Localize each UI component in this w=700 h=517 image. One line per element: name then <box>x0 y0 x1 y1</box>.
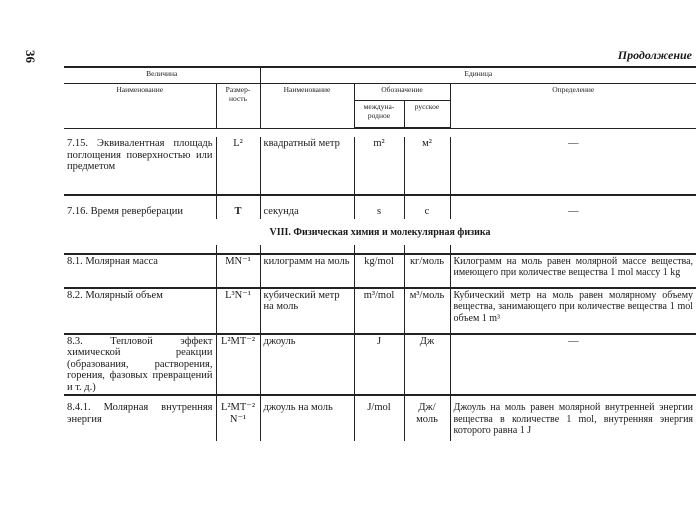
definition: — <box>450 334 696 396</box>
unit-name: кубический метр на моль <box>260 288 354 334</box>
table-row <box>64 334 696 396</box>
russian-symbol: Дж/моль <box>404 395 450 441</box>
quantity-name: 7.15. Эквивалентная площадь поглощения поверхностью или предметом <box>64 137 216 195</box>
table-row <box>64 137 696 195</box>
dimension: L³N⁻¹ <box>216 288 260 334</box>
definition: Килограмм на моль равен молярной массе вещества, имеющего при количестве вещества 1 mol массу 1 kg <box>450 254 696 288</box>
russian-symbol: м² <box>404 137 450 195</box>
international-symbol: J/mol <box>354 395 404 441</box>
units-table-container <box>64 66 696 441</box>
international-symbol: m³/mol <box>354 288 404 334</box>
designation-header: Обозначение <box>354 84 450 101</box>
international-symbol: s <box>354 195 404 219</box>
table-row <box>64 195 696 219</box>
table-row <box>64 395 696 441</box>
unit-name: секунда <box>260 195 354 219</box>
international-symbol: m² <box>354 137 404 195</box>
definition: Джоуль на моль равен молярной внутренней энергии вещества в количестве 1 mol, внутренняя энергия которого равна 1 J <box>450 395 696 441</box>
definition: Кубический метр на моль равен молярному объему вещества, занимающего при количестве вещества 1 mol объем 1 m³ <box>450 288 696 334</box>
russian-symbol: кг/моль <box>404 254 450 288</box>
dimension: MN⁻¹ <box>216 254 260 288</box>
russian-symbol: Дж <box>404 334 450 396</box>
quantity-name-header: Наименование <box>64 84 216 129</box>
table-header <box>64 67 696 128</box>
table-row <box>64 288 696 334</box>
definition-header: Определение <box>450 84 696 129</box>
international-header: междуна-родное <box>354 101 404 129</box>
unit-name: килограмм на моль <box>260 254 354 288</box>
unit-name: джоуль <box>260 334 354 396</box>
international-symbol: kg/mol <box>354 254 404 288</box>
international-symbol: J <box>354 334 404 396</box>
russian-header: русское <box>404 101 450 129</box>
dimension: L² <box>216 137 260 195</box>
unit-name: джоуль на моль <box>260 395 354 441</box>
page-number: 36 <box>23 50 38 63</box>
quantity-group-header: Величина <box>64 67 260 84</box>
russian-symbol: с <box>404 195 450 219</box>
unit-name: квадратный метр <box>260 137 354 195</box>
quantity-name: 8.2. Молярный объем <box>64 288 216 334</box>
quantity-name: 8.1. Молярная масса <box>64 254 216 288</box>
definition: — <box>450 195 696 219</box>
quantity-name: 8.4.1. Молярная внутренняя энергия <box>64 395 216 441</box>
dimension: T <box>216 195 260 219</box>
definition: — <box>450 137 696 195</box>
section-heading-row <box>64 219 696 245</box>
quantity-name: 8.3. Тепловой эффект химической реакции (образования, растворения, горения, фазовых превращений и т. д.) <box>64 334 216 396</box>
dimension-header: Размер-ность <box>216 84 260 129</box>
unit-group-header: Единица <box>260 67 696 84</box>
units-table <box>64 66 696 441</box>
quantity-name: 7.16. Время реверберации <box>64 195 216 219</box>
continuation-label: Продолжение <box>617 48 692 62</box>
dimension: L²MT⁻² <box>216 334 260 396</box>
russian-symbol: м³/моль <box>404 288 450 334</box>
table-row <box>64 254 696 288</box>
unit-name-header: Наименование <box>260 84 354 129</box>
dimension: L²MT⁻² N⁻¹ <box>216 395 260 441</box>
section-title: VIII. Физическая химия и молекулярная физика <box>269 227 491 238</box>
